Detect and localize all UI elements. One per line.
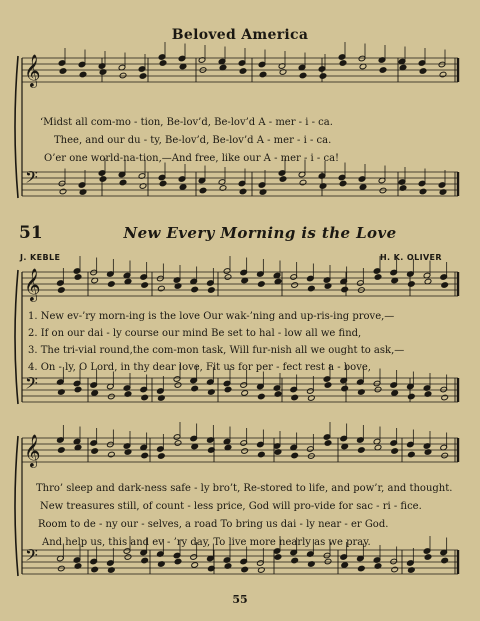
note-head xyxy=(139,73,147,80)
note-head xyxy=(258,281,266,288)
note-head xyxy=(374,274,382,281)
note-head xyxy=(191,562,199,569)
note-head xyxy=(379,187,387,194)
note-head xyxy=(441,282,449,289)
note-head xyxy=(358,447,366,454)
bass-clef: 𝄢 xyxy=(25,545,38,569)
h51-s2-verse-4: And help us, this and ev - ’ry day, To live more nearly as we pray. xyxy=(42,537,371,548)
brace xyxy=(15,436,18,576)
note-head xyxy=(439,71,447,78)
note-head xyxy=(141,557,149,564)
h51-s1-verse-4: 4. On - ly, O Lord, in thy dear love, Fit us for per - fect rest a - bove, xyxy=(28,362,371,373)
page-number: 55 xyxy=(232,593,248,606)
note-head xyxy=(258,393,266,400)
note-head xyxy=(419,188,427,195)
top-verse-2: Thee, and our du - ty, Be-lov’d, Be-lov’d A - mer - i - ca. xyxy=(54,135,332,146)
note-head xyxy=(224,386,232,393)
note-head xyxy=(408,281,416,288)
note-head xyxy=(299,179,307,186)
note-head xyxy=(179,184,187,191)
note-head xyxy=(408,451,416,458)
note-head xyxy=(239,68,247,75)
note-head xyxy=(239,188,247,195)
note-head xyxy=(374,386,382,393)
note-head xyxy=(341,562,349,569)
note-head xyxy=(391,448,399,455)
note-head xyxy=(241,390,249,397)
h51-s1-verse-2: 2. If on our dai - ly course our mind Be set to hal - low all we find, xyxy=(28,328,362,339)
note-head xyxy=(259,71,267,78)
hymn-title: New Every Morning is the Love xyxy=(123,224,397,242)
note-head xyxy=(108,451,116,458)
note-head xyxy=(408,393,416,400)
note-head xyxy=(199,187,207,194)
note-head xyxy=(108,393,116,400)
h51-s1-verse-1: 1. New ev-’ry morn-ing is the love Our wak-’ning and up-ris-ing prove,— xyxy=(28,311,395,322)
note-head xyxy=(241,566,249,573)
note-head xyxy=(174,558,182,565)
note-head xyxy=(159,180,167,187)
note-head xyxy=(391,566,399,573)
note-head xyxy=(191,286,199,293)
note-head xyxy=(58,287,66,294)
h51-s2-verse-2: New treasures still, of count - less price, God will pro-vide for sac - ri - fice. xyxy=(40,501,422,512)
note-head xyxy=(91,566,99,573)
note-head xyxy=(124,554,132,561)
note-head xyxy=(159,60,167,67)
note-head xyxy=(419,68,427,75)
bass-clef: 𝄢 xyxy=(25,373,38,397)
treble-clef: 𝄞 xyxy=(24,54,41,87)
note-head xyxy=(141,394,149,401)
note-head xyxy=(119,179,127,186)
note-head xyxy=(108,281,116,288)
note-head xyxy=(58,565,66,572)
note-head xyxy=(291,282,299,289)
h51-s2-verse-1: Thro’ sleep and dark-ness safe - ly bro’t, Re-stored to life, and pow’r, and thought. xyxy=(36,483,453,494)
note-head xyxy=(59,68,67,75)
note-head xyxy=(391,390,399,397)
note-head xyxy=(74,274,82,281)
note-head xyxy=(441,452,449,459)
note-head xyxy=(141,452,149,459)
note-head xyxy=(91,390,99,397)
treble-clef: 𝄞 xyxy=(24,434,41,467)
note-head xyxy=(241,448,249,455)
brace xyxy=(15,270,18,404)
note-head xyxy=(158,453,166,460)
note-head xyxy=(324,440,332,447)
h51-s2-verse-3: Room to de - ny our - selves, a road To bring us dai - ly near - er God. xyxy=(38,519,389,530)
note-head xyxy=(279,176,287,183)
note-head xyxy=(174,382,182,389)
note-head xyxy=(258,451,266,458)
top-verse-1: ‘Midst all com-mo - tion, Be-lov’d, Be-lov’d A - mer - i - ca. xyxy=(40,117,333,128)
note-head xyxy=(274,554,282,561)
note-head xyxy=(341,286,349,293)
brace xyxy=(15,56,18,198)
note-head xyxy=(141,282,149,289)
note-head xyxy=(339,180,347,187)
note-head xyxy=(119,72,127,79)
h51-s1-verse-3: 3. The tri-vial round,the com-mon task, Will fur-nish all we ought to ask,— xyxy=(28,345,405,356)
note-head xyxy=(308,285,316,292)
note-head xyxy=(74,386,82,393)
hymn-number: 51 xyxy=(19,223,43,243)
running-title: Beloved America xyxy=(171,27,309,43)
note-head xyxy=(358,565,366,572)
hymn-author: J. KEBLE xyxy=(20,253,61,262)
hymn-composer: H. K. OLIVER xyxy=(379,253,442,262)
treble-clef: 𝄞 xyxy=(24,268,41,301)
top-verse-3: O’er one world-na-tion,—And free, like our A - mer - i - ca! xyxy=(44,153,340,164)
note-head xyxy=(324,558,332,565)
note-head xyxy=(91,448,99,455)
note-head xyxy=(424,554,432,561)
note-head xyxy=(379,67,387,74)
note-head xyxy=(441,557,449,564)
note-head xyxy=(99,176,107,183)
note-head xyxy=(158,285,166,292)
note-head xyxy=(324,382,332,389)
note-head xyxy=(224,274,232,281)
note-head xyxy=(59,188,67,195)
note-head xyxy=(441,394,449,401)
note-head xyxy=(58,447,66,454)
note-head xyxy=(291,452,299,459)
bass-clef: 𝄢 xyxy=(25,167,38,191)
note-head xyxy=(339,60,347,67)
note-head xyxy=(341,385,349,392)
note-head xyxy=(299,72,307,79)
note-head xyxy=(291,557,299,564)
note-head xyxy=(359,184,367,191)
note-head xyxy=(174,440,182,447)
note-head xyxy=(319,73,327,80)
note-head xyxy=(191,385,199,392)
note-head xyxy=(291,394,299,401)
note-head xyxy=(79,71,87,78)
note-head xyxy=(208,287,216,294)
